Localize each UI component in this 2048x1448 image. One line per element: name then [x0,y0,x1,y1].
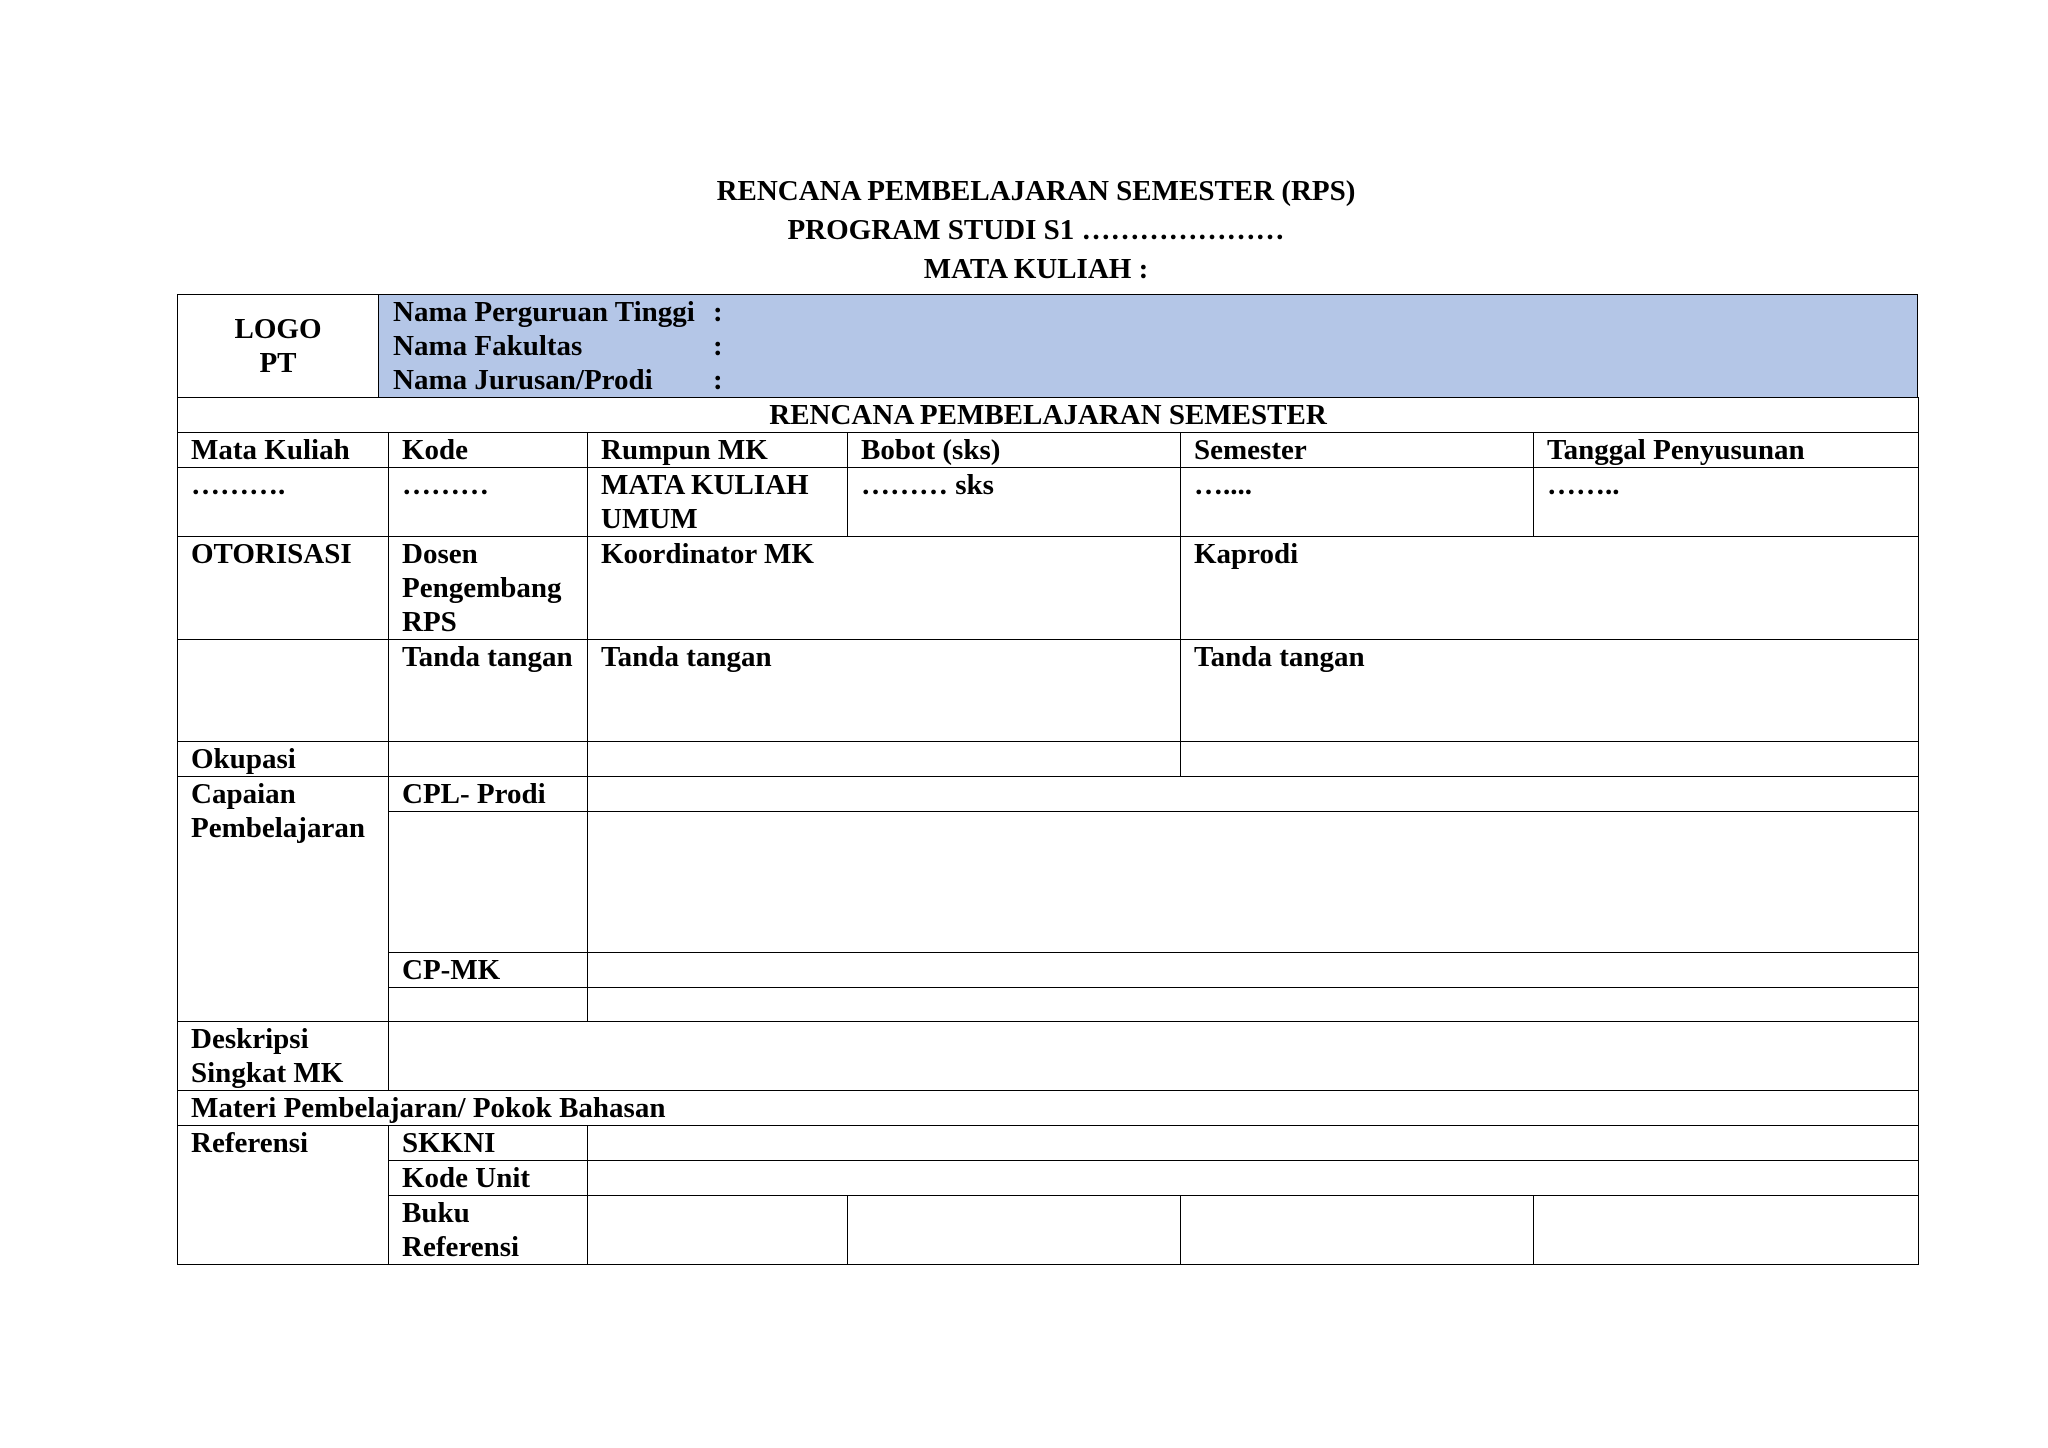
cpl-value [588,777,1919,812]
skkni-label: SKKNI [389,1126,588,1161]
header-date: Tanggal Penyusunan [1534,433,1919,468]
unit-code-row [178,1161,1919,1196]
signature-row [178,640,1919,742]
document-title [0,172,2048,289]
header-course-name: Mata Kuliah [178,433,389,468]
cpl-content-cell [588,812,1919,953]
references-label: Referensi [178,1126,389,1265]
rps-table [177,397,1919,1265]
books-cell-3 [1181,1196,1534,1265]
coordinator-label: Koordinator MK [588,537,1181,640]
logo-text-line-2: PT [259,347,297,379]
cpl-row [178,777,1919,812]
cpmk-content-row [178,988,1919,1022]
cpmk-content-label-cell [389,988,588,1022]
developer-label: Dosen Pengembang RPS [389,537,588,640]
materials-row [178,1091,1919,1126]
books-label: Buku Referensi [389,1196,588,1265]
cpmk-value [588,953,1919,988]
faculty-label: Nama Fakultas [393,330,583,362]
department-colon: : [713,364,723,396]
university-colon: : [713,296,723,328]
head-label: Kaprodi [1181,537,1919,640]
university-label: Nama Perguruan Tinggi [393,296,695,328]
faculty-row [393,329,1917,363]
occupation-cell-1 [389,742,588,777]
description-row [178,1022,1919,1091]
occupation-row [178,742,1919,777]
description-value [389,1022,1919,1091]
course-header-row [178,433,1919,468]
description-label: Deskripsi Singkat MK [178,1022,389,1091]
authorization-row [178,537,1919,640]
signature-developer: Tanda tangan [389,640,588,742]
signature-coordinator: Tanda tangan [588,640,1181,742]
learning-outcomes-label: Capaian Pembelajaran [178,777,389,1022]
cpmk-label: CP-MK [389,953,588,988]
institution-header-table [177,294,1918,398]
university-row [393,295,1917,329]
occupation-cell-3 [1181,742,1919,777]
title-line-2: PROGRAM STUDI S1 ………………… [787,214,1285,246]
department-row [393,363,1917,397]
value-credits: ……… sks [848,468,1181,537]
logo-text-line-1: LOGO [234,313,322,345]
value-course-group: MATA KULIAH UMUM [588,468,848,537]
skkni-row [178,1126,1919,1161]
logo-placeholder [178,295,379,398]
value-semester: ….... [1181,468,1534,537]
books-cell-4 [1534,1196,1919,1265]
header-course-group: Rumpun MK [588,433,848,468]
header-semester: Semester [1181,433,1534,468]
signature-head: Tanda tangan [1181,640,1919,742]
books-cell-2 [848,1196,1181,1265]
section-title: RENCANA PEMBELAJARAN SEMESTER [178,398,1919,433]
books-cell-1 [588,1196,848,1265]
cpl-content-label-cell [389,812,588,953]
cpl-content-row [178,812,1919,953]
department-label: Nama Jurusan/Prodi [393,364,653,396]
signature-blank [178,640,389,742]
value-code: ……… [389,468,588,537]
institution-info-cell [379,295,1918,398]
header-code: Kode [389,433,588,468]
unit-code-label: Kode Unit [389,1161,588,1196]
cpmk-row [178,953,1919,988]
authorization-label: OTORISASI [178,537,389,640]
title-line-3: MATA KULIAH : [923,253,1149,285]
header-credits: Bobot (sks) [848,433,1181,468]
occupation-cell-2 [588,742,1181,777]
unit-code-value [588,1161,1919,1196]
materials-label: Materi Pembelajaran/ Pokok Bahasan [178,1091,1919,1126]
skkni-value [588,1126,1919,1161]
section-title-row [178,398,1919,433]
occupation-label: Okupasi [178,742,389,777]
course-values-row [178,468,1919,537]
value-course-name: ………. [178,468,389,537]
cpl-label: CPL- Prodi [389,777,588,812]
value-date: …….. [1534,468,1919,537]
books-row [178,1196,1919,1265]
cpmk-content-cell [588,988,1919,1022]
title-line-1: RENCANA PEMBELAJARAN SEMESTER (RPS) [716,175,1356,207]
faculty-colon: : [713,330,723,362]
